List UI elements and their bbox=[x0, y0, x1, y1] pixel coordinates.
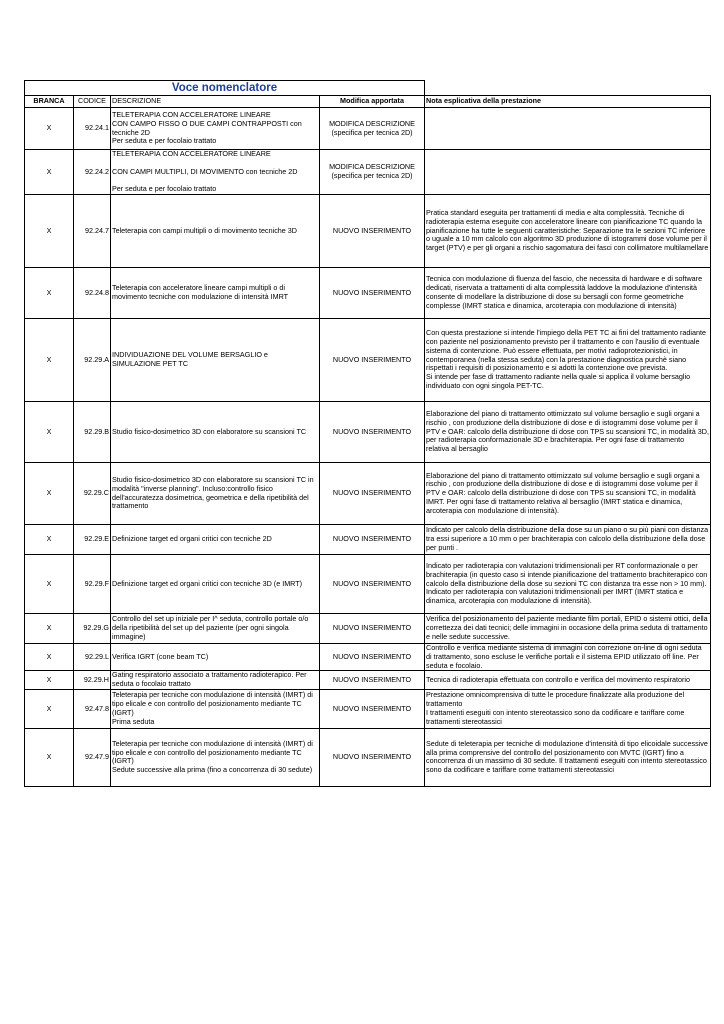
modifica-cell bbox=[320, 614, 425, 644]
modifica-cell bbox=[320, 195, 425, 268]
branca-cell bbox=[25, 108, 74, 150]
modifica-cell-text: NUOVO INSERIMENTO bbox=[332, 752, 412, 762]
branca-cell-text: X bbox=[46, 354, 52, 364]
table-title: Voce nomenclatore bbox=[25, 81, 425, 96]
codice-cell-text: 92.24.7 bbox=[85, 225, 109, 235]
modifica-cell-text: NUOVO INSERIMENTO bbox=[332, 354, 412, 364]
descrizione-cell bbox=[111, 555, 320, 614]
header-codice: CODICE bbox=[74, 96, 111, 108]
modifica-cell bbox=[320, 525, 425, 555]
branca-cell bbox=[25, 268, 74, 319]
branca-cell bbox=[25, 402, 74, 463]
modifica-cell-text: NUOVO INSERIMENTO bbox=[332, 651, 412, 661]
modifica-cell-text: NUOVO INSERIMENTO bbox=[332, 674, 412, 684]
descrizione-cell bbox=[111, 671, 320, 690]
branca-cell-text: X bbox=[46, 166, 52, 176]
branca-cell-text: X bbox=[46, 123, 52, 133]
modifica-cell bbox=[320, 150, 425, 195]
descrizione-cell-text: TELETERAPIA CON ACCELERATORE LINEARE CON CAMPI MULTIPLI, DI MOVIMENTO con tecniche 2D Per seduta e per focolaio trattato bbox=[112, 149, 298, 194]
codice-cell-text: 92.24.1 bbox=[85, 123, 109, 133]
codice-cell bbox=[74, 555, 111, 614]
branca-cell bbox=[25, 195, 74, 268]
codice-cell bbox=[74, 195, 111, 268]
branca-cell bbox=[25, 319, 74, 402]
modifica-cell-text: NUOVO INSERIMENTO bbox=[332, 488, 412, 498]
nota-cell bbox=[425, 150, 711, 195]
codice-cell bbox=[74, 689, 111, 728]
table-row bbox=[25, 614, 711, 644]
title-row bbox=[25, 81, 711, 96]
descrizione-cell-text: Controllo del set up iniziale per I^ seduta, controllo portale o/o della ripetibilità del set up del paziente (per ogni singola immagine) bbox=[112, 614, 309, 641]
modifica-cell bbox=[320, 728, 425, 786]
codice-cell bbox=[74, 402, 111, 463]
descrizione-cell bbox=[111, 728, 320, 786]
branca-cell-text: X bbox=[46, 674, 52, 684]
table-row bbox=[25, 402, 711, 463]
nota-cell bbox=[425, 614, 711, 644]
branca-cell bbox=[25, 644, 74, 671]
descrizione-cell-text: Teleterapia per tecniche con modulazione di intensità (IMRT) di tipo elicale e con controllo del posizionamento mediante TC (IGRT) Sedute successive alla prima (fino a concorrenza di 30 sedute) bbox=[112, 738, 313, 775]
modifica-cell bbox=[320, 555, 425, 614]
branca-cell-text: X bbox=[46, 488, 52, 498]
branca-cell bbox=[25, 728, 74, 786]
modifica-cell bbox=[320, 108, 425, 150]
branca-cell-text: X bbox=[46, 287, 52, 297]
codice-cell-text: 92.29.G bbox=[83, 623, 109, 633]
codice-cell-text: 92.47.9 bbox=[85, 752, 109, 762]
nota-cell bbox=[425, 268, 711, 319]
descrizione-cell bbox=[111, 108, 320, 150]
nota-cell bbox=[425, 195, 711, 268]
codice-cell bbox=[74, 319, 111, 402]
table-row bbox=[25, 555, 711, 614]
branca-cell-text: X bbox=[46, 703, 52, 713]
modifica-cell bbox=[320, 644, 425, 671]
branca-cell-text: X bbox=[46, 426, 52, 436]
modifica-cell-text: NUOVO INSERIMENTO bbox=[332, 534, 412, 544]
header-modifica: Modifica apportata bbox=[320, 96, 425, 108]
header-descrizione: DESCRIZIONE bbox=[111, 96, 320, 108]
nota-cell-text: Tecnica con modulazione di fluenza del fascio, che necessita di hardware e di software dedicati, riservata a trattamenti di alta complessità laddove la modulazione d'intensità consente di modellare la distribuzione di dose su bersagli con forme geometriche complesse (IMRT statica e dinamica, arcoterapia con modulazione di intensità) bbox=[426, 274, 703, 310]
branca-cell-text: X bbox=[46, 623, 52, 633]
descrizione-cell bbox=[111, 644, 320, 671]
codice-cell bbox=[74, 108, 111, 150]
branca-cell-text: X bbox=[46, 225, 52, 235]
codice-cell bbox=[74, 614, 111, 644]
table-row bbox=[25, 463, 711, 525]
nota-cell bbox=[425, 671, 711, 690]
table-row bbox=[25, 689, 711, 728]
codice-cell bbox=[74, 728, 111, 786]
modifica-cell bbox=[320, 671, 425, 690]
nota-cell bbox=[425, 555, 711, 614]
descrizione-cell bbox=[111, 268, 320, 319]
branca-cell bbox=[25, 555, 74, 614]
table-row bbox=[25, 319, 711, 402]
nota-cell bbox=[425, 728, 711, 786]
descrizione-cell-text: TELETERAPIA CON ACCELERATORE LINEARE CON CAMPO FISSO O DUE CAMPI CONTRAPPOSTI con tecniche 2D Per seduta e per focolaio trattato bbox=[112, 109, 302, 146]
codice-cell-text: 92.29.L bbox=[85, 651, 109, 661]
codice-cell bbox=[74, 525, 111, 555]
codice-cell bbox=[74, 463, 111, 525]
descrizione-cell-text: Teleterapia con campi multipli o di movimento tecniche 3D bbox=[112, 225, 297, 235]
nota-cell-text: Elaborazione del piano di trattamento ottimizzato sul volume bersaglio e sugli organi a rischio , con produzione della distribuzione di dose e di istogrammi dose volume per il PTV e OAR: calcolo della distribuzione di dose con TPS su scansioni TC, in modalità 3D, per radioterapia conformazionale 3D e brachiterapia. Per ogni fase di trattamento relativa al bersaglio bbox=[426, 409, 709, 454]
nota-cell bbox=[425, 319, 711, 402]
codice-cell-text: 92.29.H bbox=[83, 674, 109, 684]
descrizione-cell-text: Gating respiratorio associato a trattamento radioterapico. Per seduta o focolaio trattato bbox=[112, 670, 307, 689]
modifica-cell-text: MODIFICA DESCRIZIONE (specifica per tecnica 2D) bbox=[329, 118, 415, 137]
table-row bbox=[25, 268, 711, 319]
table-row bbox=[25, 108, 711, 150]
descrizione-cell bbox=[111, 614, 320, 644]
table-row bbox=[25, 671, 711, 690]
modifica-cell-text: NUOVO INSERIMENTO bbox=[332, 225, 412, 235]
nota-cell-text: Controllo e verifica mediante sistema di immagini con correzione on-line di ogni seduta di trattamento, sono escluse le verifiche portali e il sistema EPID utilizzato off line. Per seduta e focolaio. bbox=[426, 643, 702, 670]
modifica-cell bbox=[320, 319, 425, 402]
codice-cell-text: 92.29.C bbox=[83, 488, 109, 498]
modifica-cell-text: MODIFICA DESCRIZIONE (specifica per tecnica 2D) bbox=[329, 162, 415, 181]
modifica-cell-text: NUOVO INSERIMENTO bbox=[332, 623, 412, 633]
codice-cell bbox=[74, 644, 111, 671]
codice-cell bbox=[74, 268, 111, 319]
descrizione-cell bbox=[111, 150, 320, 195]
blank-cell bbox=[425, 81, 711, 96]
codice-cell-text: 92.24.2 bbox=[85, 166, 109, 176]
codice-cell-text: 92.29.F bbox=[84, 578, 109, 588]
branca-cell-text: X bbox=[46, 534, 52, 544]
branca-cell bbox=[25, 463, 74, 525]
header-branca: BRANCA bbox=[25, 96, 74, 108]
header-nota: Nota esplicativa della prestazione bbox=[425, 96, 711, 108]
modifica-cell-text: NUOVO INSERIMENTO bbox=[332, 578, 412, 588]
modifica-cell-text: NUOVO INSERIMENTO bbox=[332, 287, 412, 297]
descrizione-cell bbox=[111, 525, 320, 555]
branca-cell-text: X bbox=[46, 651, 52, 661]
modifica-cell bbox=[320, 689, 425, 728]
descrizione-cell-text: Studio fisico-dosimetrico 3D con elaboratore su scansioni TC bbox=[112, 426, 307, 436]
table-row bbox=[25, 150, 711, 195]
branca-cell bbox=[25, 689, 74, 728]
nota-cell-text: Tecnica di radioterapia effettuata con controllo e verifica del movimento respiratorio bbox=[426, 674, 690, 684]
nota-cell-text: Elaborazione del piano di trattamento ottimizzato sul volume bersaglio e sugli organi a rischio , con produzione della distribuzione di dose e di istogrammi dose volume per il PTV e OAR: calcolo della distribuzione di dose con TPS su scansioni TC, in modalità IMRT. Per ogni fase di trattamento relativa al bersaglio (IMRT statica e dinamica, arcoterapia con modulazione di intensità). bbox=[426, 470, 700, 515]
nota-cell bbox=[425, 525, 711, 555]
descrizione-cell-text: Teleterapia con acceleratore lineare campi multipli o di movimento tecniche con modulazione di intensità IMRT bbox=[112, 283, 289, 302]
nota-cell bbox=[425, 689, 711, 728]
table-row bbox=[25, 728, 711, 786]
header-row bbox=[25, 96, 711, 108]
descrizione-cell-text: INDIVIDUAZIONE DEL VOLUME BERSAGLIO e SIMULAZIONE PET TC bbox=[112, 350, 268, 369]
nota-cell bbox=[425, 463, 711, 525]
nota-cell bbox=[425, 402, 711, 463]
nota-cell-text: Indicato per radioterapia con valutazioni tridimensionali per RT conformazionale o per brachiterapia (in questo caso si intende pianificazione del trattamento brachiterapico con calcolo della distribuzione della dose su sezioni TC con distanza tra esse non > 10 mm). Indicato per radioterapia con valutazioni tridimensionali per IMRT (IMRT statica e dinamica, arcoterapia con modulazione di intensità). bbox=[426, 561, 708, 606]
codice-cell-text: 92.29.E bbox=[84, 534, 109, 544]
table-row bbox=[25, 644, 711, 671]
branca-cell-text: X bbox=[46, 752, 52, 762]
branca-cell bbox=[25, 671, 74, 690]
nota-cell-text: Verifica del posizionamento del paziente mediante film portali, EPID o sistemi ottici, della correttezza dei dati tecnici; delle immagini in occasione della prima seduta di trattamento e nelle sedute successive. bbox=[426, 614, 708, 641]
codice-cell bbox=[74, 671, 111, 690]
modifica-cell-text: NUOVO INSERIMENTO bbox=[332, 703, 412, 713]
codice-cell bbox=[74, 150, 111, 195]
codice-cell-text: 92.47.8 bbox=[85, 703, 109, 713]
descrizione-cell-text: Studio fisico-dosimetrico 3D con elaboratore su scansioni TC in modalità "inverse planning". Incluso:controllo fisico dell'accuratezza dosimetrica, geometrica e della ripetibilità del trattamento bbox=[112, 474, 314, 511]
branca-cell-text: X bbox=[46, 578, 52, 588]
modifica-cell bbox=[320, 268, 425, 319]
codice-cell-text: 92.29.A bbox=[84, 354, 109, 364]
nota-cell-text: Sedute di teleterapia per tecniche di modulazione d'intensità di tipo elicoidale successive alla prima comprensive del controllo del posizionamento con MVTC (IGRT) fino a concorrenza di un massimo di 30 sedute. Il trattamenti eseguiti con intento stereotassico sono da codificare e tariffare come trattamenti stereotassici bbox=[426, 738, 708, 775]
descrizione-cell bbox=[111, 463, 320, 525]
descrizione-cell bbox=[111, 195, 320, 268]
branca-cell bbox=[25, 525, 74, 555]
nota-cell bbox=[425, 644, 711, 671]
nota-cell-text: Con questa prestazione si intende l'impiego della PET TC ai fini del trattamento radiante con paziente nel posizionamento previsto per il trattamento e con l'ausilio di eventuale sistema di contenzione. Può essere effettuata, per motivi radioprotezionistici, in contemporanea (nella stessa seduta) con la prestazione diagnostica purchè siano rispettati i requisiti di posizionamento e si adotti la contenzione ove prevista. Si intende per fase di trattamento radiante nella quale si applica il volume bersaglio individuato con ogni singola PET-TC. bbox=[426, 328, 706, 390]
nota-cell-text: Pratica standard eseguita per trattamenti di media e alta complessità. Tecniche di radioterapia esterna eseguite con acceleratore lineare con pianificazione TC quando la pianificazione ha tutte le seguenti caratteristiche: Separazione tra le sezioni TC inferiore o uguale a 10 mm calcolo con algoritmo 3D produzione di istogrammi dose volume per il target (PTV) e per gli organi a rischio sagomatura dei fasci con collimatore multilamellare bbox=[426, 208, 709, 253]
codice-cell-text: 92.24.8 bbox=[85, 287, 109, 297]
descrizione-cell-text: Teleterapia per tecniche con modulazione di intensità (IMRT) di tipo elicale e con controllo del posizionamento mediante TC (IGRT) Prima seduta bbox=[112, 690, 313, 726]
descrizione-cell-text: Verifica IGRT (cone beam TC) bbox=[112, 651, 209, 661]
nota-cell-text: Prestazione omnicomprensiva di tutte le procedure finalizzate alla produzione del trattamento I trattamenti eseguiti con intento stereotassico sono da codificare e tariffare come trattamenti stereotassici bbox=[426, 690, 685, 726]
descrizione-cell-text: Definizione target ed organi critici con tecniche 2D bbox=[112, 534, 272, 544]
table-row bbox=[25, 525, 711, 555]
nomenclatore-table bbox=[24, 80, 711, 787]
descrizione-cell-text: Definizione target ed organi critici con tecniche 3D (e IMRT) bbox=[112, 578, 303, 588]
branca-cell bbox=[25, 150, 74, 195]
nota-cell-text: Indicato per calcolo della distribuzione della dose su un piano o su più piani con distanza tra essi superiore a 10 mm o per brachiterapia con calcolo della distribuzione della dose per punti . bbox=[426, 525, 709, 552]
modifica-cell-text: NUOVO INSERIMENTO bbox=[332, 426, 412, 436]
nota-cell bbox=[425, 108, 711, 150]
table-row bbox=[25, 195, 711, 268]
branca-cell bbox=[25, 614, 74, 644]
descrizione-cell bbox=[111, 402, 320, 463]
modifica-cell bbox=[320, 463, 425, 525]
descrizione-cell bbox=[111, 689, 320, 728]
modifica-cell bbox=[320, 402, 425, 463]
codice-cell-text: 92.29.B bbox=[84, 426, 109, 436]
descrizione-cell bbox=[111, 319, 320, 402]
